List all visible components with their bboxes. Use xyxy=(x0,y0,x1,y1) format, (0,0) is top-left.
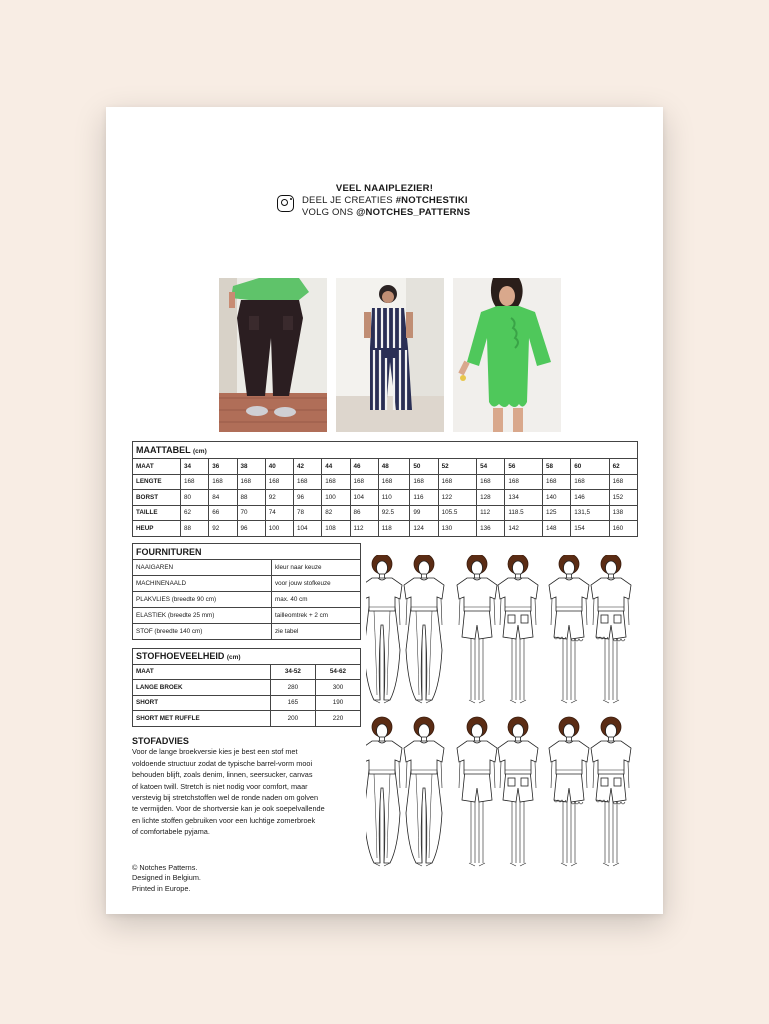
table-cell: 168 xyxy=(542,474,570,490)
advice-line: te vermijden. Voor de shortversie kan je ook soepelvallende xyxy=(132,804,325,814)
table-row xyxy=(133,711,361,727)
row-label: HEUP xyxy=(133,521,181,537)
table-cell: 100 xyxy=(322,490,350,506)
row-label: SHORT xyxy=(133,695,271,711)
table-cell: 118 xyxy=(378,521,410,537)
size-header: 58 xyxy=(542,459,570,475)
table-cell: 112 xyxy=(477,505,505,521)
long-trousers-back-drawing xyxy=(404,555,444,703)
size-header: 60 xyxy=(571,459,609,475)
table-cell: 168 xyxy=(410,474,438,490)
handle: @NOTCHES_PATTERNS xyxy=(356,207,471,218)
table-cell: 122 xyxy=(438,490,476,506)
fabric-header: 34-52 xyxy=(270,664,315,680)
table-cell: 104 xyxy=(294,521,322,537)
row-label: TAILLE xyxy=(133,505,181,521)
advice-line: of katoen twill. Stretch is niet nodig voor comfort, maar xyxy=(132,781,308,791)
row-label: SHORT MET RUFFLE xyxy=(133,711,271,727)
copyright: © Notches Patterns. xyxy=(132,863,198,872)
shorts-back-drawing xyxy=(498,555,538,703)
supply-value: zie tabel xyxy=(272,624,361,640)
ruffle-shorts-front-drawing xyxy=(549,717,589,866)
follow-text: VOLG ONS xyxy=(302,207,357,218)
shorts-back-drawing xyxy=(498,717,538,866)
table-cell: 168 xyxy=(609,474,637,490)
size-header: 50 xyxy=(410,459,438,475)
table-cell: 190 xyxy=(315,695,360,711)
advice-line: behouden blijft, zoals denim, linnen, seersucker, canvas xyxy=(132,770,313,780)
instagram-icon xyxy=(277,195,294,212)
photo-green-top-dark-trousers xyxy=(219,278,327,432)
table-cell: 66 xyxy=(209,505,237,521)
table-row xyxy=(133,664,361,680)
table-cell: 118.5 xyxy=(505,505,543,521)
table-row xyxy=(133,695,361,711)
size-header: 38 xyxy=(237,459,265,475)
table-cell: 112 xyxy=(350,521,378,537)
row-label: LANGE BROEK xyxy=(133,680,271,696)
supply-item: PLAKVLIES (breedte 90 cm) xyxy=(133,592,272,608)
table-cell: 165 xyxy=(270,695,315,711)
table-cell: 220 xyxy=(315,711,360,727)
ruffle-shorts-back-drawing xyxy=(591,717,631,866)
row-label: LENGTE xyxy=(133,474,181,490)
supply-value: tailleomtrek + 2 cm xyxy=(272,608,361,624)
table-cell: 168 xyxy=(322,474,350,490)
supply-value: max. 40 cm xyxy=(272,592,361,608)
fabric-advice xyxy=(132,736,362,838)
table-cell: 92 xyxy=(209,521,237,537)
footer xyxy=(132,863,201,894)
shorts-front-drawing xyxy=(457,555,497,703)
supply-value: kleur naar keuze xyxy=(272,560,361,576)
supply-item: NAAIGAREN xyxy=(133,560,272,576)
photo-striped-top-striped-trousers xyxy=(336,278,444,432)
table-cell: 168 xyxy=(438,474,476,490)
header-share-line xyxy=(302,195,468,206)
table-cell: 86 xyxy=(350,505,378,521)
table-row xyxy=(133,576,361,592)
table-cell: 146 xyxy=(571,490,609,506)
table-cell: 110 xyxy=(378,490,410,506)
table-cell: 92 xyxy=(265,490,293,506)
table-cell: 92.5 xyxy=(378,505,410,521)
advice-title: STOFADVIES xyxy=(132,736,189,746)
table-cell: 124 xyxy=(410,521,438,537)
advice-line: voldoende structuur zodat de typische barrel-vorm mooi xyxy=(132,758,313,768)
table-cell: 128 xyxy=(477,490,505,506)
table-row xyxy=(133,474,638,490)
shorts-front-drawing xyxy=(457,717,497,866)
fabric-amount-table xyxy=(132,648,361,727)
row-label: BORST xyxy=(133,490,181,506)
supply-item: ELASTIEK (breedte 25 mm) xyxy=(133,608,272,624)
table-cell: 148 xyxy=(542,521,570,537)
size-header: 48 xyxy=(378,459,410,475)
table-cell: 280 xyxy=(270,680,315,696)
table-row xyxy=(133,608,361,624)
table-row xyxy=(133,560,361,576)
advice-line: en lichte stoffen gebruiken voor een luchtige zomerbroek xyxy=(132,815,316,825)
table-cell: 168 xyxy=(571,474,609,490)
table-cell: 99 xyxy=(410,505,438,521)
table-cell: 168 xyxy=(237,474,265,490)
size-table xyxy=(132,441,638,537)
size-header: 40 xyxy=(265,459,293,475)
table-cell: 74 xyxy=(265,505,293,521)
table-cell: 108 xyxy=(322,521,350,537)
long-trousers-front-drawing xyxy=(366,717,402,866)
table-cell: 136 xyxy=(477,521,505,537)
table-cell: 168 xyxy=(294,474,322,490)
table-row xyxy=(133,490,638,506)
size-table-title: MAATTABEL (cm) xyxy=(133,442,638,459)
header-title: VEEL NAAIPLEZIER! xyxy=(335,183,434,194)
table-cell: 96 xyxy=(237,521,265,537)
table-cell: 168 xyxy=(378,474,410,490)
advice-line: of comfortabele pyjama. xyxy=(132,827,210,837)
table-cell: 116 xyxy=(410,490,438,506)
printed-in: Printed in Europe. xyxy=(132,883,191,893)
table-cell: 70 xyxy=(237,505,265,521)
size-header: 62 xyxy=(609,459,637,475)
table-cell: 131,5 xyxy=(571,505,609,521)
advice-line: verstevig bij stretchstoffen wel de ronde naden om golven xyxy=(132,793,319,803)
supply-value: voor jouw stofkeuze xyxy=(272,576,361,592)
table-cell: 168 xyxy=(477,474,505,490)
table-cell: 130 xyxy=(438,521,476,537)
supplies-title: FOURNITUREN xyxy=(133,544,361,560)
table-cell: 168 xyxy=(265,474,293,490)
header xyxy=(106,183,663,194)
table-cell: 134 xyxy=(505,490,543,506)
size-header: 52 xyxy=(438,459,476,475)
table-cell: 154 xyxy=(571,521,609,537)
table-cell: 96 xyxy=(294,490,322,506)
size-header-label: MAAT xyxy=(133,459,181,475)
size-header: 42 xyxy=(294,459,322,475)
table-cell: 168 xyxy=(181,474,209,490)
size-header: 56 xyxy=(505,459,543,475)
table-cell: 168 xyxy=(505,474,543,490)
photo-green-ruffle-shirt-shorts xyxy=(453,278,561,432)
table-cell: 100 xyxy=(265,521,293,537)
table-cell: 105.5 xyxy=(438,505,476,521)
fabric-header: 54-62 xyxy=(315,664,360,680)
pattern-sheet xyxy=(106,107,663,914)
supply-item: STOF (breedte 140 cm) xyxy=(133,624,272,640)
size-header: 54 xyxy=(477,459,505,475)
table-cell: 168 xyxy=(350,474,378,490)
table-cell: 78 xyxy=(294,505,322,521)
technical-drawings xyxy=(366,555,651,871)
table-cell: 125 xyxy=(542,505,570,521)
table-row xyxy=(133,459,638,475)
supplies-table xyxy=(132,543,361,640)
header-follow-line xyxy=(302,207,470,218)
table-cell: 88 xyxy=(181,521,209,537)
long-trousers-back-drawing xyxy=(404,717,444,866)
table-cell: 104 xyxy=(350,490,378,506)
designed-in: Designed in Belgium. xyxy=(132,873,201,883)
table-cell: 300 xyxy=(315,680,360,696)
table-cell: 82 xyxy=(322,505,350,521)
table-row xyxy=(133,624,361,640)
fabric-header: MAAT xyxy=(133,664,271,680)
size-header: 44 xyxy=(322,459,350,475)
table-cell: 84 xyxy=(209,490,237,506)
table-cell: 152 xyxy=(609,490,637,506)
fabric-title: STOFHOEVEELHEID (cm) xyxy=(133,649,361,665)
ruffle-shorts-front-drawing xyxy=(549,555,589,703)
table-cell: 168 xyxy=(209,474,237,490)
table-cell: 160 xyxy=(609,521,637,537)
table-cell: 142 xyxy=(505,521,543,537)
table-cell: 88 xyxy=(237,490,265,506)
ruffle-shorts-back-drawing xyxy=(591,555,631,703)
table-row xyxy=(133,505,638,521)
table-row xyxy=(133,592,361,608)
size-header: 36 xyxy=(209,459,237,475)
table-cell: 140 xyxy=(542,490,570,506)
table-cell: 138 xyxy=(609,505,637,521)
supply-item: MACHINENAALD xyxy=(133,576,272,592)
table-row xyxy=(133,521,638,537)
long-trousers-front-drawing xyxy=(366,555,402,703)
share-text: DEEL JE CREATIES xyxy=(302,195,396,206)
advice-line: Voor de lange broekversie kies je best een stof met xyxy=(132,747,298,757)
size-header: 46 xyxy=(350,459,378,475)
table-row xyxy=(133,680,361,696)
table-cell: 200 xyxy=(270,711,315,727)
hashtag: #NOTCHESTIKI xyxy=(395,195,468,206)
table-cell: 62 xyxy=(181,505,209,521)
size-header: 34 xyxy=(181,459,209,475)
table-cell: 80 xyxy=(181,490,209,506)
